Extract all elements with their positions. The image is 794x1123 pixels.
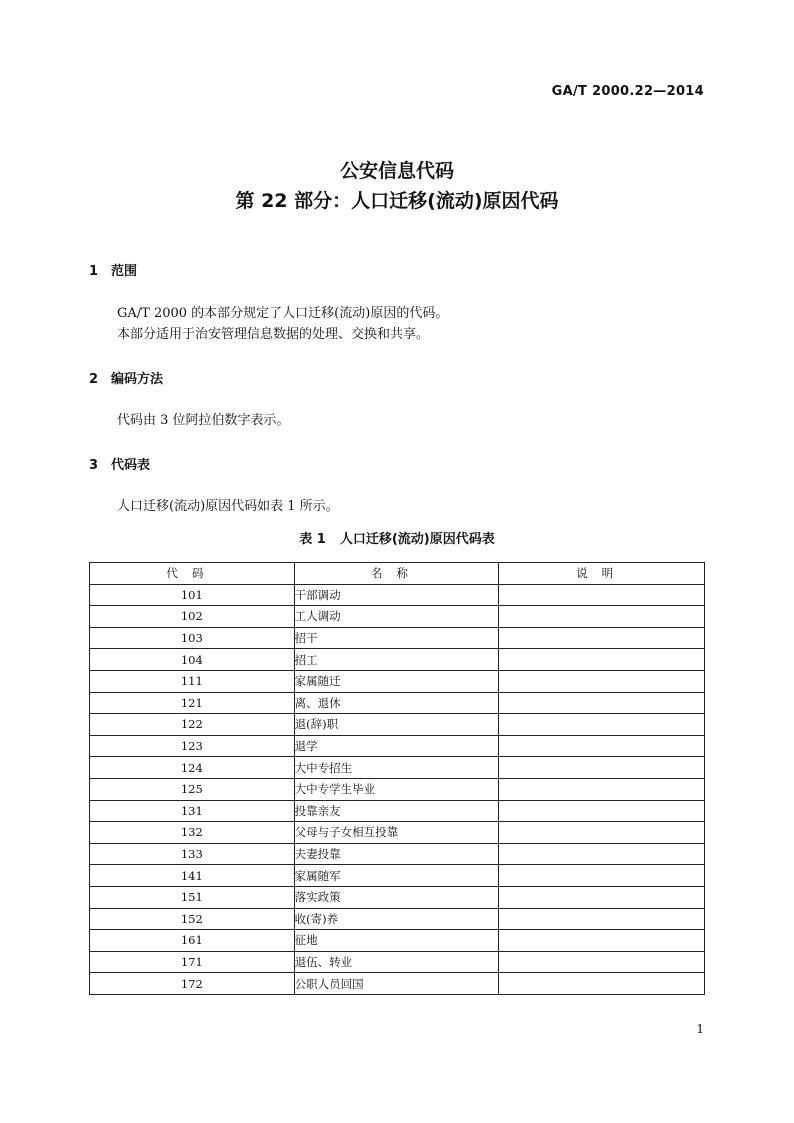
- table-row: [90, 973, 705, 995]
- document-title: 公安信息代码: [339, 160, 454, 182]
- cell-name: 大中专招生: [294, 757, 499, 779]
- table-row: [90, 757, 705, 779]
- paragraph: 本部分适用于治安管理信息数据的处理、交换和共享。: [117, 327, 430, 342]
- cell-name: 干部调动: [294, 584, 499, 606]
- cell-name: 落实政策: [294, 886, 499, 908]
- section-title: 范围: [111, 264, 138, 279]
- cell-code: 172: [90, 973, 295, 995]
- cell-name: 家属随迁: [294, 670, 499, 692]
- standard-code: GA/T 2000.22—2014: [551, 84, 704, 99]
- cell-code: 171: [90, 951, 295, 973]
- cell-name: 收(寄)养: [294, 908, 499, 930]
- cell-note: [499, 735, 705, 757]
- table-row: [90, 692, 705, 714]
- section-number: 1: [89, 264, 99, 279]
- cell-note: [499, 800, 705, 822]
- cell-note: [499, 606, 705, 628]
- table-row: [90, 714, 705, 736]
- table-row: [90, 584, 705, 606]
- code-table: [89, 562, 705, 995]
- cell-name: 退(辞)职: [294, 714, 499, 736]
- cell-code: 121: [90, 692, 295, 714]
- cell-note: [499, 649, 705, 671]
- cell-name: 征地: [294, 930, 499, 952]
- table-row: [90, 670, 705, 692]
- cell-note: [499, 692, 705, 714]
- section-heading-scope: [89, 260, 137, 279]
- cell-code: 101: [90, 584, 295, 606]
- cell-note: [499, 822, 705, 844]
- cell-note: [499, 930, 705, 952]
- cell-code: 133: [90, 843, 295, 865]
- table-row: [90, 951, 705, 973]
- cell-note: [499, 886, 705, 908]
- section-number: 2: [89, 372, 99, 387]
- cell-code: 132: [90, 822, 295, 844]
- section-title: 代码表: [111, 458, 151, 473]
- cell-name: 招干: [294, 627, 499, 649]
- table-row: [90, 822, 705, 844]
- cell-code: 124: [90, 757, 295, 779]
- cell-name: 公职人员回国: [294, 973, 499, 995]
- column-header-code: 代码: [90, 563, 295, 585]
- document-subtitle: 第 22 部分：人口迁移(流动)原因代码: [235, 190, 559, 212]
- cell-note: [499, 714, 705, 736]
- column-header-name: 名称: [294, 563, 499, 585]
- cell-note: [499, 951, 705, 973]
- table-row: [90, 886, 705, 908]
- table-row: [90, 843, 705, 865]
- cell-name: 招工: [294, 649, 499, 671]
- cell-name: 投靠亲友: [294, 800, 499, 822]
- table-row: [90, 627, 705, 649]
- table-caption-number: 表 1: [299, 532, 326, 547]
- cell-note: [499, 973, 705, 995]
- cell-note: [499, 757, 705, 779]
- cell-name: 夫妻投靠: [294, 843, 499, 865]
- paragraph: 代码由 3 位阿拉伯数字表示。: [117, 413, 290, 428]
- table-row: [90, 778, 705, 800]
- table-row: [90, 649, 705, 671]
- cell-code: 152: [90, 908, 295, 930]
- paragraph: GA/T 2000 的本部分规定了人口迁移(流动)原因的代码。: [117, 306, 449, 321]
- cell-code: 123: [90, 735, 295, 757]
- page-number: 1: [696, 1022, 704, 1036]
- table-row: [90, 908, 705, 930]
- cell-note: [499, 908, 705, 930]
- cell-code: 131: [90, 800, 295, 822]
- section-number: 3: [89, 458, 99, 473]
- cell-code: 141: [90, 865, 295, 887]
- table-caption-title: 人口迁移(流动)原因代码表: [339, 532, 495, 547]
- cell-name: 父母与子女相互投靠: [294, 822, 499, 844]
- cell-name: 家属随军: [294, 865, 499, 887]
- cell-name: 工人调动: [294, 606, 499, 628]
- section-title: 编码方法: [111, 372, 164, 387]
- table-row: [90, 606, 705, 628]
- cell-code: 161: [90, 930, 295, 952]
- cell-note: [499, 670, 705, 692]
- cell-code: 102: [90, 606, 295, 628]
- table-row: [90, 800, 705, 822]
- cell-code: 151: [90, 886, 295, 908]
- section-heading-coding-method: [89, 368, 163, 387]
- cell-note: [499, 843, 705, 865]
- cell-note: [499, 627, 705, 649]
- cell-note: [499, 865, 705, 887]
- table-row: [90, 865, 705, 887]
- cell-note: [499, 778, 705, 800]
- table-row: [90, 930, 705, 952]
- cell-code: 125: [90, 778, 295, 800]
- cell-name: 离、退休: [294, 692, 499, 714]
- cell-code: 122: [90, 714, 295, 736]
- cell-code: 104: [90, 649, 295, 671]
- cell-note: [499, 584, 705, 606]
- table-header-row: [90, 563, 705, 585]
- cell-name: 退伍、转业: [294, 951, 499, 973]
- cell-name: 退学: [294, 735, 499, 757]
- cell-code: 103: [90, 627, 295, 649]
- table-caption: [0, 528, 794, 547]
- cell-name: 大中专学生毕业: [294, 778, 499, 800]
- paragraph: 人口迁移(流动)原因代码如表 1 所示。: [117, 499, 339, 514]
- cell-code: 111: [90, 670, 295, 692]
- table-row: [90, 735, 705, 757]
- section-heading-code-table: [89, 454, 150, 473]
- column-header-note: 说明: [499, 563, 705, 585]
